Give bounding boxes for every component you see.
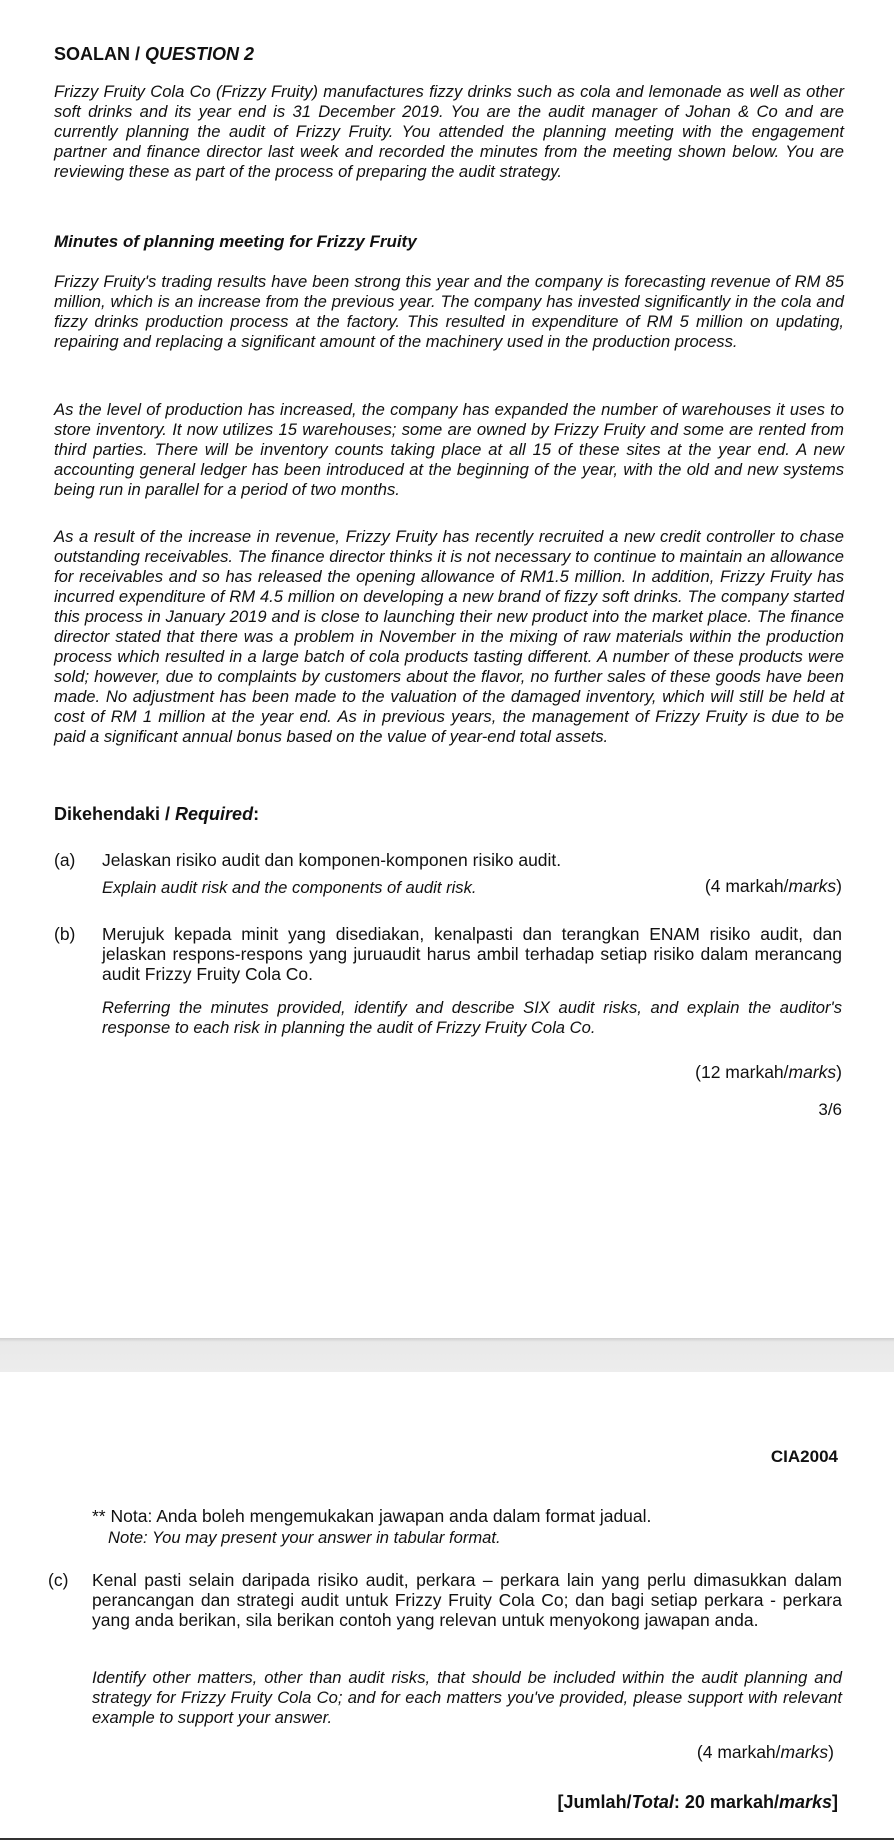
part-c-marks-english: marks bbox=[780, 1742, 829, 1762]
intro-paragraph: Frizzy Fruity Cola Co (Frizzy Fruity) manufactures fizzy drinks such as cola and lemonade as well as other soft drinks and its year end is 31 December 2019. You are the audit manager of Johan & Co and are currently planning the audit of Frizzy Fruity. You attended the planning meeting with the engagement partner and finance director last week and recorded the minutes from the meeting shown below. You are reviewing these as part of the process of preparing the audit strategy. bbox=[54, 82, 844, 181]
part-c-english: Identify other matters, other than audit risks, that should be included within the audit planning and strategy for Frizzy Fruity Cola Co; and for each matters you've provided, please support with relevant example to support your answer. bbox=[92, 1668, 842, 1727]
part-b-marks-malay: (12 markah/ bbox=[695, 1062, 789, 1082]
part-c-marks-close: ) bbox=[828, 1742, 834, 1762]
required-malay: Dikehendaki / bbox=[54, 804, 176, 824]
bottom-rule bbox=[0, 1838, 894, 1840]
minutes-paragraph-1: Frizzy Fruity's trading results have been strong this year and the company is forecasting revenue of RM 85 million, which is an increase from the previous year. The company has invested significantly in the cola and fizzy drinks production process at the factory. This resulted in expenditure of RM 5 million on updating, repairing and replacing a significant amount of the machinery used in the production process. bbox=[54, 272, 844, 351]
minutes-paragraph-2: As the level of production has increased, the company has expanded the number of warehouses it uses to store inventory. It now utilizes 15 warehouses; some are owned by Frizzy Fruity and some are rented from third parties. There will be inventory counts taking place at all 15 of these sites at the year end. A new accounting general ledger has been introduced at the beginning of the year, with the old and new systems being run in parallel for a period of two months. bbox=[54, 400, 844, 499]
page-separator bbox=[0, 1338, 894, 1372]
question-heading-malay: SOALAN / bbox=[54, 44, 146, 64]
note-malay: ** Nota: Anda boleh mengemukakan jawapan anda dalam format jadual. bbox=[92, 1506, 652, 1526]
part-a-marks bbox=[705, 876, 842, 897]
part-a-english: Explain audit risk and the components of audit risk. bbox=[102, 878, 477, 897]
question-heading-english: QUESTION 2 bbox=[145, 44, 255, 64]
part-b-label: (b) bbox=[54, 924, 76, 944]
total-close: ] bbox=[832, 1792, 838, 1812]
required-heading bbox=[54, 804, 259, 825]
part-a-label: (a) bbox=[54, 850, 76, 870]
page-number: 3/6 bbox=[818, 1100, 842, 1119]
total-marks bbox=[558, 1792, 838, 1813]
total-label-malay: [Jumlah/ bbox=[557, 1792, 632, 1812]
part-a-marks-close: ) bbox=[836, 876, 842, 896]
minutes-heading: Minutes of planning meeting for Frizzy Fruity bbox=[54, 232, 417, 251]
part-b-malay: Merujuk kepada minit yang disediakan, kenalpasti dan terangkan ENAM risiko audit, dan jelaskan respons-respons yang juruaudit harus ambil terhadap setiap risiko dalam merancang audit Frizzy Fruity Cola Co. bbox=[102, 924, 842, 984]
question-heading bbox=[54, 44, 254, 65]
part-c-marks-malay: (4 markah/ bbox=[696, 1742, 781, 1762]
part-c-marks bbox=[697, 1742, 834, 1763]
part-c-label: (c) bbox=[48, 1570, 69, 1590]
course-code: CIA2004 bbox=[770, 1447, 838, 1466]
part-a-marks-malay: (4 markah/ bbox=[704, 876, 789, 896]
part-a-marks-english: marks bbox=[788, 876, 837, 896]
part-b-marks-close: ) bbox=[836, 1062, 842, 1082]
required-colon: : bbox=[253, 804, 260, 824]
total-marks-english: marks bbox=[778, 1792, 832, 1812]
part-b-english: Referring the minutes provided, identify and describe SIX audit risks, and explain the auditor's response to each risk in planning the audit of Frizzy Fruity Cola Co. bbox=[102, 998, 842, 1037]
required-english: Required bbox=[175, 804, 254, 824]
note-english: Note: You may present your answer in tabular format. bbox=[108, 1528, 501, 1547]
minutes-paragraph-3: As a result of the increase in revenue, Frizzy Fruity has recently recruited a new credit controller to chase outstanding receivables. The finance director thinks it is not necessary to continue to maintain an allowance for receivables and so has released the opening allowance of RM1.5 million. In addition, Frizzy Fruity has incurred expenditure of RM 4.5 million on developing a new brand of fizzy soft drinks. The company started this process in January 2019 and is close to launching their new product into the market place. The finance director stated that there was a problem in November in the mixing of raw materials within the production process which resulted in a large batch of cola products tasting different. A number of these products were sold; however, due to complaints by customers about the flavor, no further sales of these goods have been made. No adjustment has been made to the valuation of the damaged inventory, which will still be held at cost of RM 1 million at the year end. As in previous years, the management of Frizzy Fruity is due to be paid a significant annual bonus based on the value of year-end total assets. bbox=[54, 527, 844, 746]
exam-page-4 bbox=[0, 1372, 894, 1844]
total-label-english: Total bbox=[631, 1792, 674, 1812]
part-c-malay: Kenal pasti selain daripada risiko audit, perkara – perkara lain yang perlu dimasukkan dalam perancangan dan strategi audit untuk Frizzy Fruity Cola Co; dan bagi setiap perkara - perkara yang anda berikan, sila berikan contoh yang relevan untuk menyokong jawapan anda. bbox=[92, 1570, 842, 1630]
part-a-malay: Jelaskan risiko audit dan komponen-komponen risiko audit. bbox=[102, 850, 562, 870]
part-b-marks-english: marks bbox=[788, 1062, 837, 1082]
part-b-marks bbox=[695, 1062, 842, 1083]
total-value: : 20 markah/ bbox=[673, 1792, 779, 1812]
